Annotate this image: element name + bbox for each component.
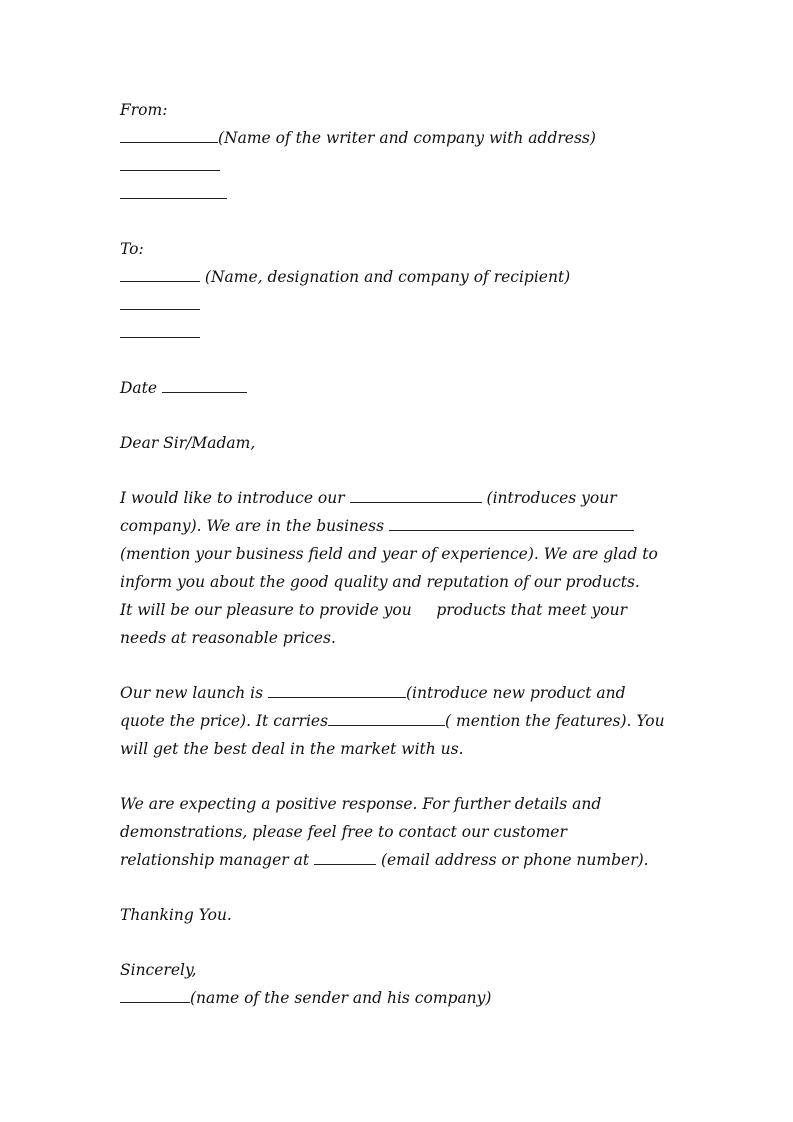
spacer: [120, 457, 680, 484]
spacer: [120, 763, 680, 790]
address-blank-2: [120, 182, 227, 199]
para2-text-c: quote the price). It carries: [120, 712, 329, 730]
para1-line5: It will be our pleasure to provide you products that meet your: [120, 601, 627, 619]
para1-line1: [120, 484, 680, 512]
spacer: [120, 874, 680, 901]
recipient-name-blank: [120, 265, 200, 282]
para1-line2: [120, 512, 680, 540]
date-line: [120, 374, 680, 402]
salutation: Dear Sir/Madam,: [120, 434, 256, 452]
features-blank: [328, 709, 445, 726]
letter-page: [120, 96, 680, 1012]
to-recipient-line: [120, 263, 680, 291]
product-blank: [268, 681, 406, 698]
para2-text-a: Our new launch is: [120, 684, 268, 702]
from-address-line-1: [120, 152, 680, 180]
para3-line2: demonstrations, please feel free to contact our customer: [120, 823, 567, 841]
spacer: [120, 347, 680, 374]
sender-line: [120, 984, 680, 1012]
spacer: [120, 652, 680, 679]
para2-line1: [120, 679, 680, 707]
address-blank-1: [120, 154, 220, 171]
spacer: [120, 208, 680, 235]
sender-hint: (name of the sender and his company): [190, 989, 492, 1007]
paragraph-contact: [120, 790, 680, 874]
closing-line: Thanking You.: [120, 906, 232, 924]
para3-text-a: relationship manager at: [120, 851, 315, 869]
from-writer-line: [120, 124, 680, 152]
para1-line4: inform you about the good quality and reputation of our products.: [120, 573, 640, 591]
date-label: Date: [120, 379, 162, 397]
paragraph-introduction: [120, 484, 680, 652]
recipient-hint: (Name, designation and company of recipient): [200, 268, 571, 286]
para1-text-b: (introduces your: [481, 489, 617, 507]
company-blank: [350, 486, 482, 503]
recipient-blank-1: [120, 293, 200, 310]
contact-blank: [314, 848, 376, 865]
sender-blank: [120, 986, 190, 1003]
to-address-line-1: [120, 291, 680, 319]
from-address-line-2: [120, 180, 680, 208]
to-label: To:: [120, 240, 144, 258]
to-address-line-2: [120, 319, 680, 347]
para1-line3: (mention your business field and year of experience). We are glad to: [120, 545, 658, 563]
para3-text-b: (email address or phone number).: [376, 851, 649, 869]
writer-name-blank: [120, 126, 218, 143]
para3-line3: [120, 846, 680, 874]
spacer: [120, 402, 680, 429]
para3-line1: We are expecting a positive response. For further details and: [120, 795, 602, 813]
signoff-label: Sincerely,: [120, 961, 197, 979]
paragraph-new-launch: [120, 679, 680, 763]
para2-line3: will get the best deal in the market with us.: [120, 740, 464, 758]
para2-text-d: ( mention the features). You: [445, 712, 665, 730]
para1-text-a: I would like to introduce our: [120, 489, 350, 507]
para1-text-c: company). We are in the business: [120, 517, 390, 535]
business-blank: [389, 514, 634, 531]
from-label: From:: [120, 101, 168, 119]
date-blank: [162, 376, 247, 393]
para2-text-b: (introduce new product and: [405, 684, 626, 702]
para2-line2: [120, 707, 680, 735]
writer-hint: (Name of the writer and company with address): [218, 129, 596, 147]
spacer: [120, 929, 680, 956]
recipient-blank-2: [120, 321, 200, 338]
para1-line6: needs at reasonable prices.: [120, 629, 336, 647]
